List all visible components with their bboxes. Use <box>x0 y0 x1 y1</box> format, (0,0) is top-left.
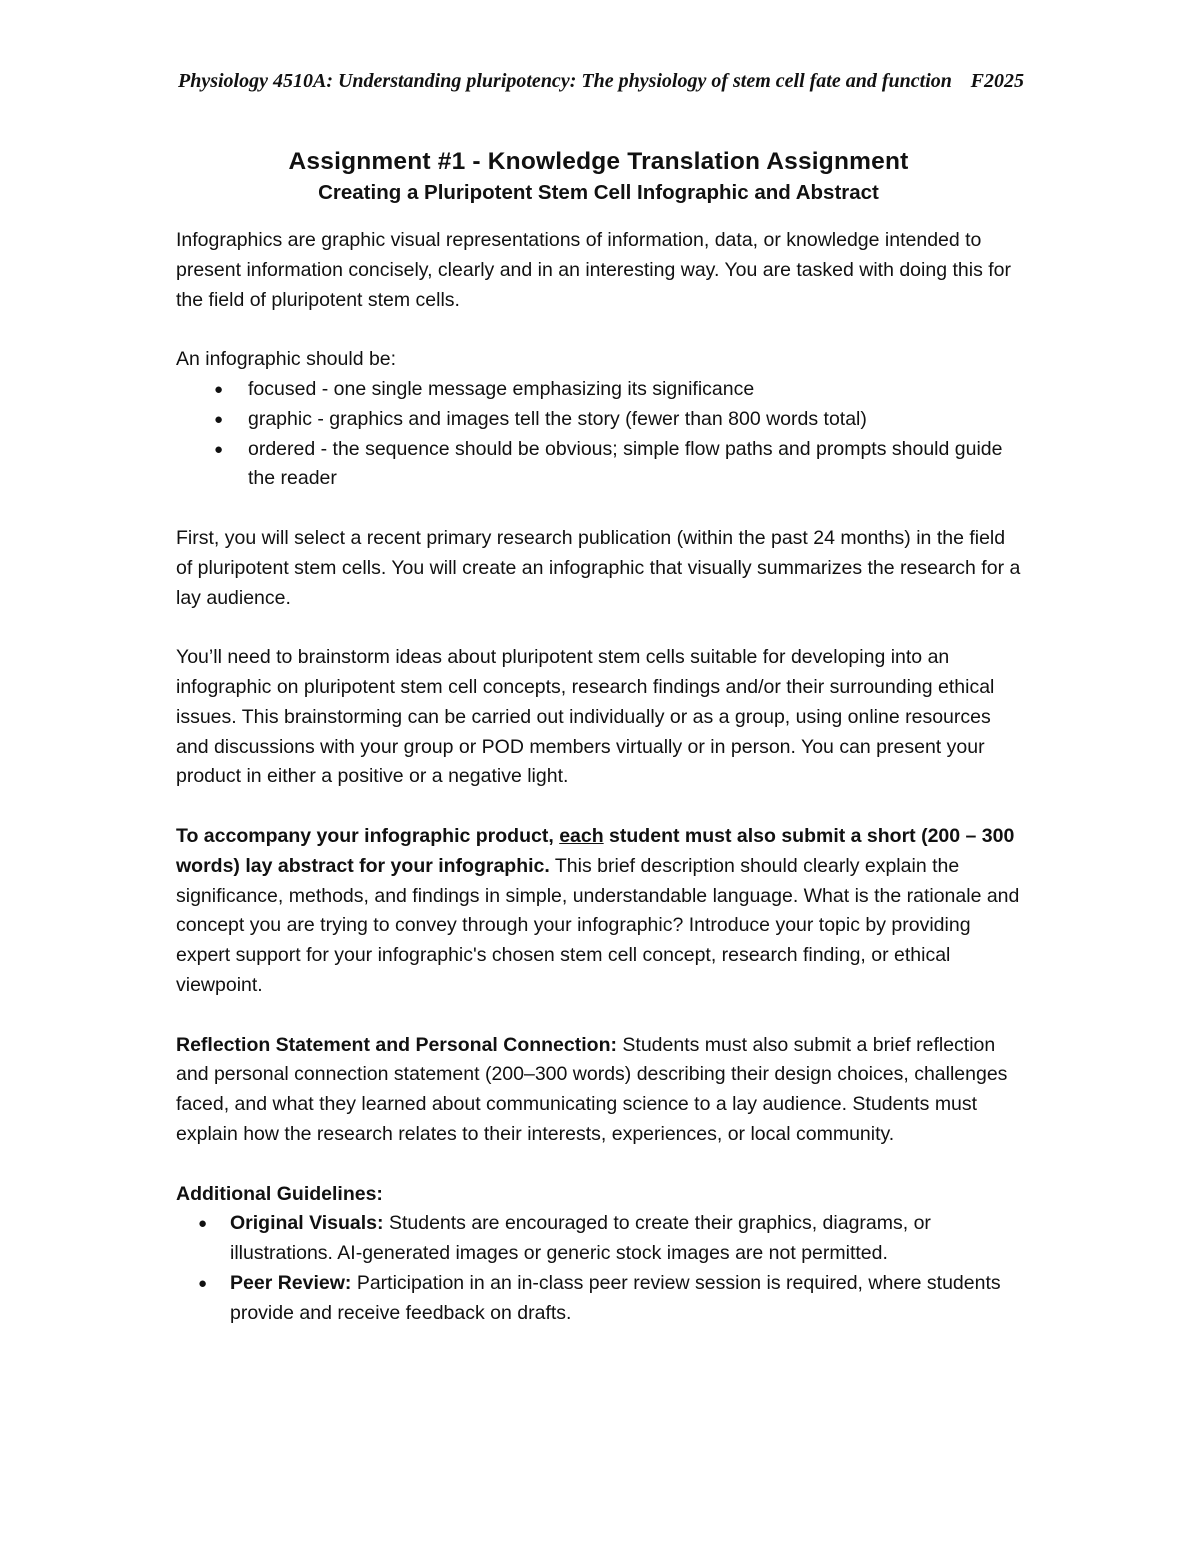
assignment-title: Assignment #1 - Knowledge Translation Assignment <box>288 148 909 175</box>
bullet-icon: ● <box>214 440 224 458</box>
list-item: ● ordered - the sequence should be obvious; simple flow paths and prompts should guide the reader <box>176 435 1021 495</box>
bullet-icon: ● <box>214 380 224 398</box>
guidelines-heading: Additional Guidelines: <box>176 1182 383 1205</box>
document-body <box>176 146 1021 1328</box>
criteria-list <box>176 375 1021 494</box>
abstract-paragraph: To accompany your infographic product, each student must also submit a short (200 – 300 words) lay abstract for your infographic. This brief description should clearly explain the significance, methods, and findings in simple, understandable language. What is the rationale and concept you are trying to convey through your infographic? Introduce your topic by providing expert support for your infographic's chosen stem cell concept, research finding, or ethical viewpoint. <box>176 824 1020 996</box>
term-label: F2025 <box>970 70 1024 92</box>
course-title: Physiology 4510A: Understanding pluripotency: The physiology of stem cell fate and function <box>178 70 952 92</box>
emphasis-each: each <box>559 824 604 847</box>
list-item: ● focused - one single message emphasizing its significance <box>176 375 1021 405</box>
bullet-icon: ● <box>198 1274 208 1292</box>
intro-paragraph: Infographics are graphic visual representations of information, data, or knowledge intended to present information concisely, clearly and in an interesting way. You are tasked with doing this for the field of pluripotent stem cells. <box>176 229 1011 311</box>
bullet-icon: ● <box>198 1215 208 1233</box>
list-item: ● Peer Review: Participation in an in-class peer review session is required, where students provide and receive feedback on drafts. <box>176 1269 1021 1329</box>
assignment-subtitle: Creating a Pluripotent Stem Cell Infographic and Abstract <box>318 181 879 204</box>
reflection-label: Reflection Statement and Personal Connection: <box>176 1033 617 1056</box>
running-header <box>178 68 1024 94</box>
list-item: ● Original Visuals: Students are encouraged to create their graphics, diagrams, or illustrations. AI-generated images or generic stock images are not permitted. <box>176 1209 1021 1269</box>
list-item: ● graphic - graphics and images tell the story (fewer than 800 words total) <box>176 405 1021 435</box>
criteria-lead: An infographic should be: <box>176 348 397 371</box>
guidelines-list <box>176 1209 1021 1328</box>
brainstorm-paragraph: You’ll need to brainstorm ideas about pluripotent stem cells suitable for developing into an infographic on pluripotent stem cell concepts, research findings and/or their surrounding ethical issues. This brainstorming can be carried out individually or as a group, using online resources and discussions with your group or POD members virtually or in person. You can present your product in either a positive or a negative light. <box>176 646 995 788</box>
publication-paragraph: First, you will select a recent primary research publication (within the past 24 months) in the field of pluripotent stem cells. You will create an infographic that visually summarizes the research for a lay audience. <box>176 526 1021 609</box>
reflection-paragraph: Reflection Statement and Personal Connection: Students must also submit a brief reflection and personal connection statement (200–300 words) describing their design choices, challenges faced, and what they learned about communicating science to a lay audience. Students must explain how the research relates to their interests, experiences, or local community. <box>176 1033 1008 1145</box>
bullet-icon: ● <box>214 410 224 428</box>
